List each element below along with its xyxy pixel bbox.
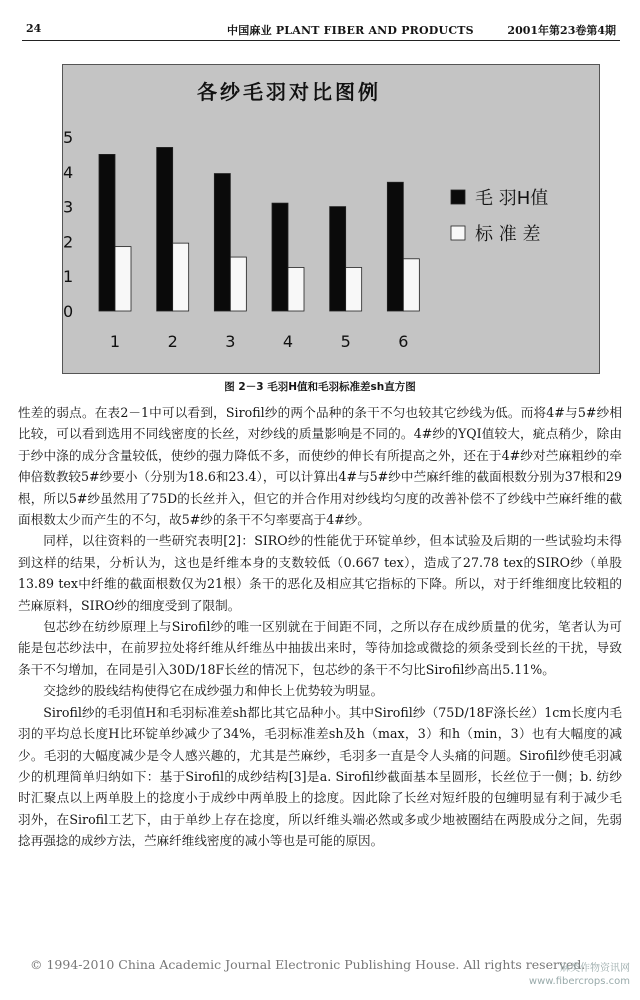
paragraph-5: Sirofil纱的毛羽值H和毛羽标准差sh都比其它品种小。其中Sirofil纱（75D/18F涤长丝）1cm长度内毛羽的平均总长度H比环锭单纱减少了34%，毛羽标准差sh及h（max，3）和h（min，3）也有大幅度的减少。毛羽的大幅度减少是令人感兴趣的，尤其是苎麻纱，毛羽多一直是令人头痛的问题。Sirofil纱使毛羽减少的机理简单归纳如下：基于Sirofil的成纱结构[3]是a. Sirofil纱截面基本呈圆形，长丝位于一侧；b. 纺纱时汇聚点以上两单股上的捻度小于成纱中两单股上的捻度。因此除了长丝对短纤股的包缠明显有利于减少毛羽外，在Sirofil工艺下，由于单纱上存在捻度，所以纤维头端必然或多或少地被圈结在两股成分之间，先弱捻再强捻的成纱方法，苎麻纤维线密度的减小等也是可能的原因。 xyxy=(18,704,622,849)
x-tick-label: 2 xyxy=(167,332,178,351)
page-header xyxy=(22,18,620,41)
bar-std-dev xyxy=(115,247,131,311)
y-tick-label: 2 xyxy=(63,232,74,252)
bar-hairiness-h xyxy=(272,203,288,311)
x-tick-label: 3 xyxy=(225,332,236,351)
figure-caption: 图 2－3 毛羽H值和毛羽标准差sh直方图 xyxy=(224,381,416,393)
page-number: 24 xyxy=(26,22,42,35)
bar-hairiness-h xyxy=(157,147,173,311)
paragraph-2: 同样，以往资料的一些研究表明[2]：SIRO纱的性能优于环锭单纱，但本试验及后期的一些试验均未得到这样的结果，分析认为，这也是纤维本身的支数较低（0.667 tex），造成了27.78 tex的SIRO纱（单股13.89 tex中纤维的截面根数仅为21根）条干的恶化及相应其它指标的下降。所以，对于纤维细度比较粗的苎麻原料，SIRO纱的细度受到了限制。 xyxy=(18,533,622,613)
paragraph-3: 包芯纱在纺纱原理上与Sirofil纱的唯一区别就在于间距不同，之所以存在成纱质量的优劣，笔者认为可能是包芯纱法中，在前罗拉处将纤维从纤维丛中抽拔出来时，等待加捻或微捻的须条受到长丝的干扰，导致条干不匀增加，在同是引入30D/18F长丝的情况下，包芯纱的条干不匀比Sirofil纱高出5.11%。 xyxy=(18,619,622,677)
chart-svg xyxy=(63,65,599,373)
bar-hairiness-h xyxy=(214,174,230,311)
site-watermark xyxy=(529,962,630,988)
bar-std-dev xyxy=(173,243,189,311)
legend-swatch-hairiness xyxy=(451,190,465,204)
y-tick-label: 3 xyxy=(63,197,74,217)
x-tick-label: 1 xyxy=(109,332,121,351)
chart-title: 各纱毛羽对比图例 xyxy=(197,80,381,104)
journal-title: 中国麻业 PLANT FIBER AND PRODUCTS xyxy=(227,24,474,37)
x-tick-label: 5 xyxy=(340,332,351,351)
y-tick-label: 1 xyxy=(63,267,74,287)
y-tick-label: 0 xyxy=(63,302,74,321)
legend-swatch-std-dev xyxy=(451,226,465,240)
legend-label-hairiness: 毛 羽H值 xyxy=(475,188,549,209)
y-tick-label: 4 xyxy=(63,162,74,182)
issue-info: 2001年第23卷第4期 xyxy=(507,24,616,37)
bar-hairiness-h xyxy=(99,154,115,311)
paragraph-1: 性差的弱点。在表2－1中可以看到，Sirofil纱的两个品种的条干不匀也较其它纱线为低。而将4#与5#纱相比较，可以看到选用不同线密度的长丝，对纱线的质量影响是不同的。4#纱的YQI值较大，疵点稍少，除由于纱中涤的成分含量较低，使纱的强力降低不多，而使纱的伸长有所提高之外，还在于4#纱对苎麻粗纱的牵伸倍数教较5#纱要小（分别为18.6和23.4），可以计算出4#与5#纱中苎麻纤维的截面根数分别为37根和29根，所以5#纱虽然用了75D的长丝并入，但它的并合作用对纱线均匀度的改善补偿不了纱线中苎麻纤维的截面根数太少而产生的不匀，故5#纱的条干不匀率要高于4#纱。 xyxy=(18,405,622,528)
watermark-cn: 麻类作物资讯网 xyxy=(560,963,630,974)
x-tick-label: 4 xyxy=(282,332,294,351)
bar-std-dev xyxy=(346,268,362,312)
bar-std-dev xyxy=(403,259,419,311)
legend-label-std-dev: 标 准 差 xyxy=(475,224,541,245)
hairiness-bar-chart xyxy=(62,64,600,374)
x-tick-label: 6 xyxy=(398,332,409,351)
bar-hairiness-h xyxy=(387,182,403,311)
bar-std-dev xyxy=(288,268,304,312)
watermark-url: www.fibercrops.com xyxy=(528,976,630,987)
paragraph-4: 交捻纱的股线结构使得它在成纱强力和伸长上优势较为明显。 xyxy=(43,683,384,699)
y-tick-label: 5 xyxy=(63,128,74,147)
bar-std-dev xyxy=(230,257,246,311)
bar-hairiness-h xyxy=(330,207,346,311)
article-body xyxy=(18,402,622,852)
copyright-notice: © 1994-2010 China Academic Journal Electronic Publishing House. All rights reserved. xyxy=(30,957,586,972)
